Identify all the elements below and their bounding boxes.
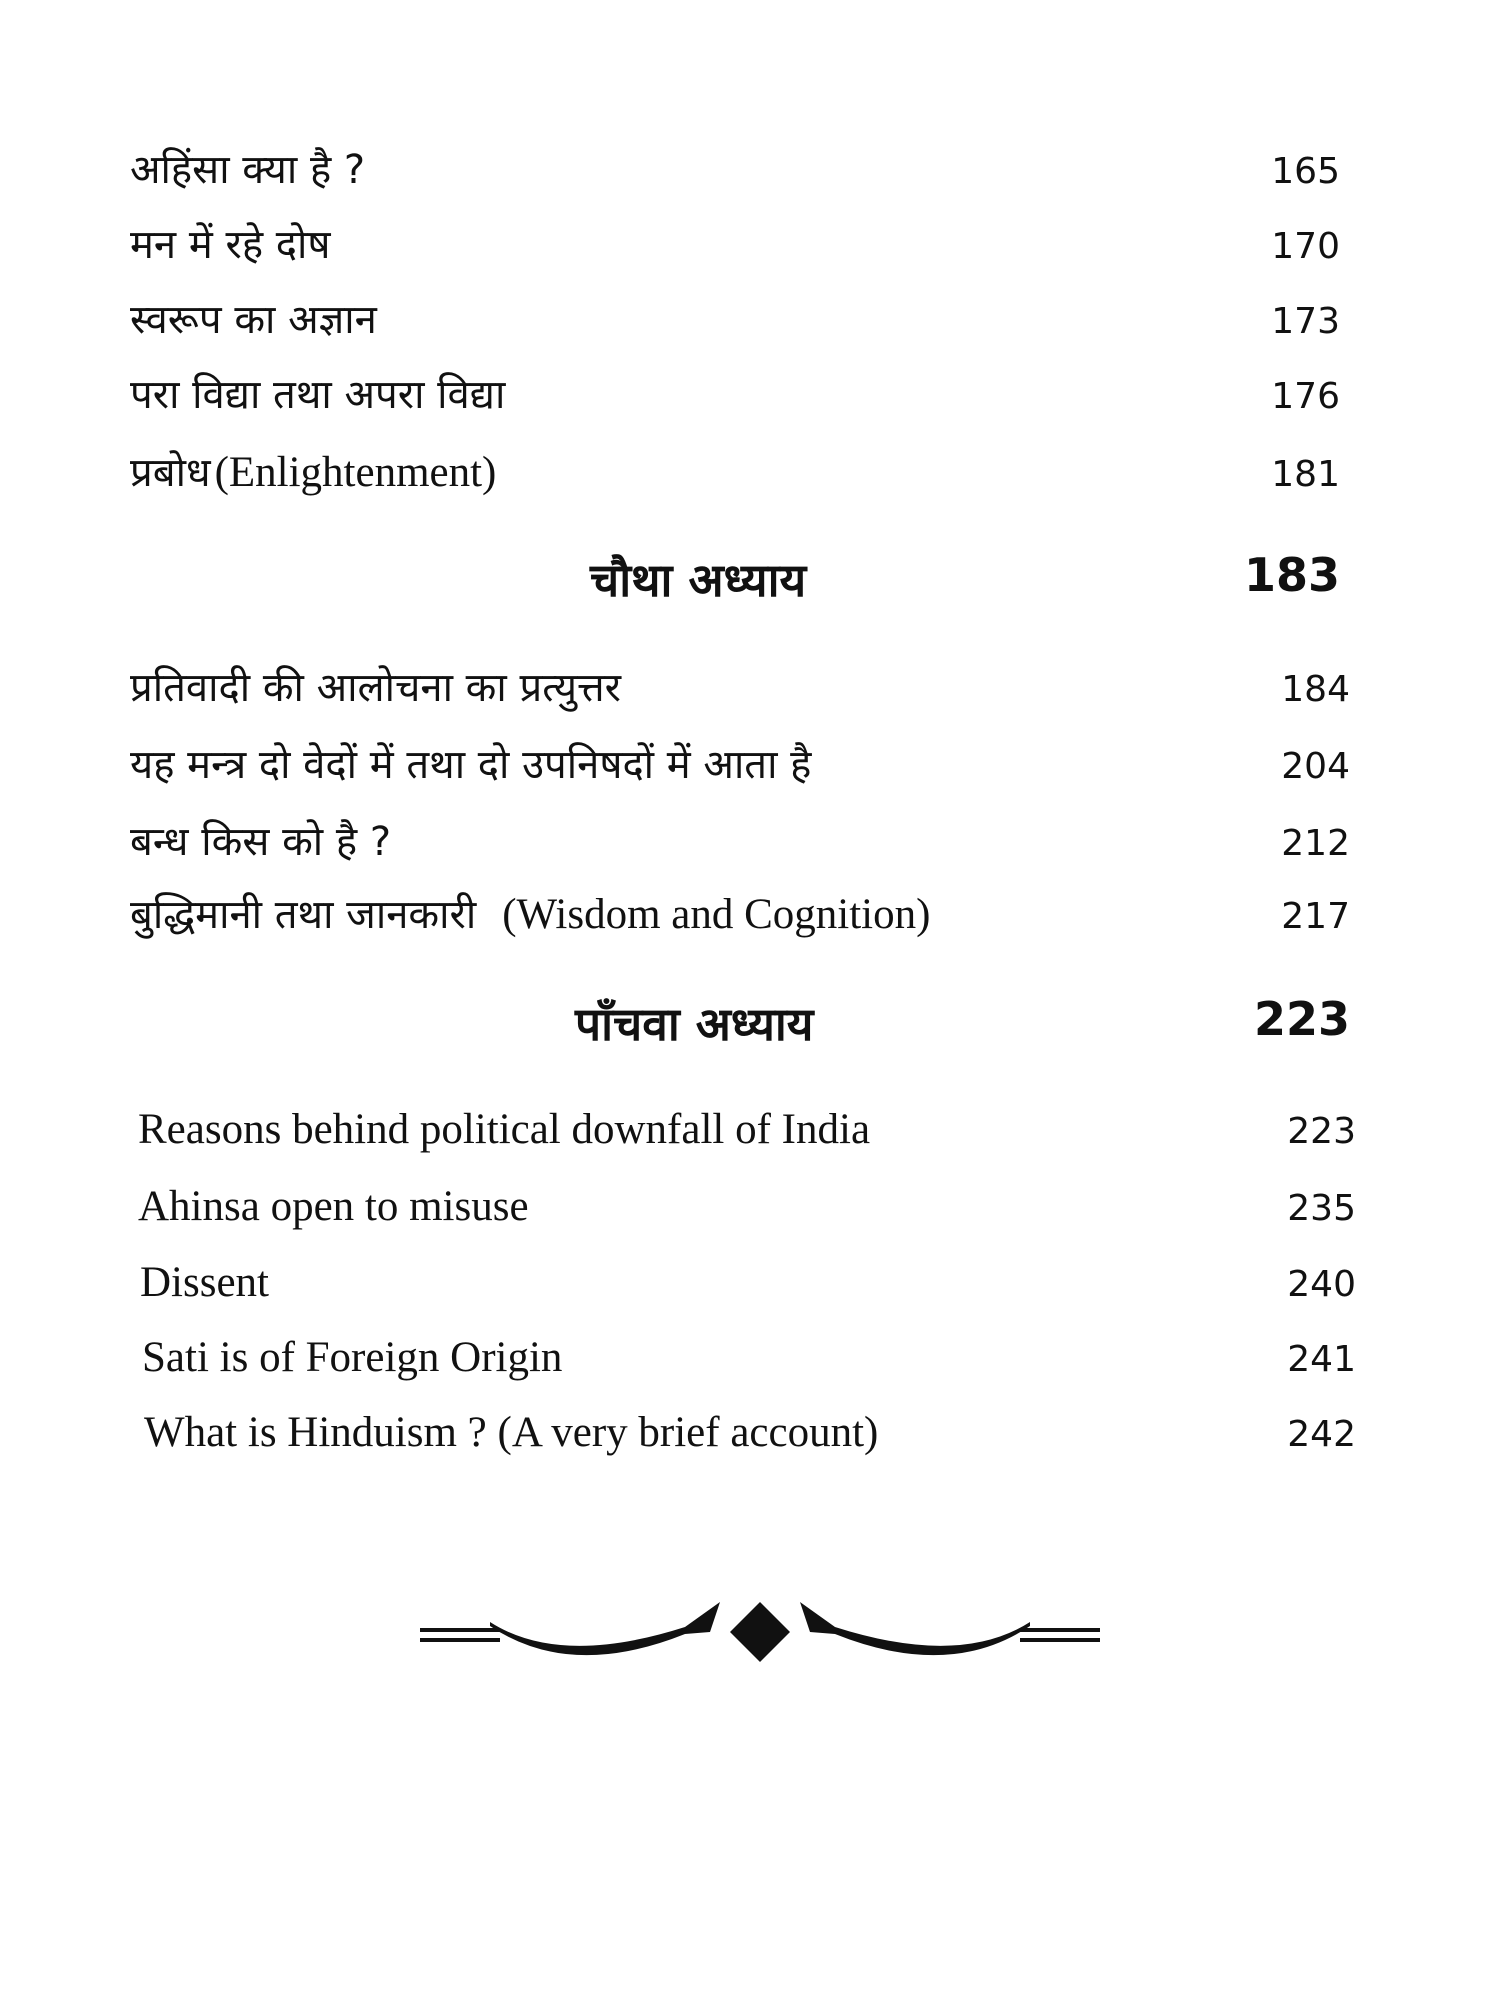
toc-entry xyxy=(130,140,1340,195)
toc-entry-page: 176 xyxy=(1271,376,1340,417)
toc-entry xyxy=(130,365,1340,420)
toc-entry-title: मन में रहे दोष xyxy=(130,222,331,268)
toc-entry xyxy=(138,1105,1356,1154)
chapter-heading: पाँचवा अध्याय xyxy=(575,997,814,1051)
toc-entry-page: 184 xyxy=(1281,669,1350,710)
toc-entry-page: 212 xyxy=(1281,823,1350,864)
toc-entry-page: 241 xyxy=(1287,1339,1356,1380)
chapter-heading: चौथा अध्याय xyxy=(590,553,807,607)
toc-entry-title xyxy=(130,443,496,498)
toc-entry xyxy=(130,735,1350,790)
toc-entry xyxy=(138,1182,1356,1231)
toc-entry-page: 173 xyxy=(1271,301,1340,342)
toc-entry-title: Reasons behind political downfall of India xyxy=(138,1106,871,1153)
toc-entry xyxy=(130,443,1340,498)
toc-entry xyxy=(130,812,1350,867)
decorative-divider-ornament-icon xyxy=(420,1592,1100,1682)
toc-entry-title: परा विद्या तथा अपरा विद्या xyxy=(130,372,506,418)
toc-entry-page: 170 xyxy=(1271,226,1340,267)
toc-entry-title: Ahinsa open to misuse xyxy=(138,1183,529,1230)
toc-entry-page: 204 xyxy=(1281,746,1350,787)
toc-entry-title: स्वरूप का अज्ञान xyxy=(130,297,377,343)
toc-entry-page: 181 xyxy=(1271,454,1340,495)
toc-entry-title: बन्ध किस को है ? xyxy=(130,819,392,865)
toc-entry-title-english: (Wisdom and Cognition) xyxy=(502,891,931,938)
toc-entry-title: What is Hinduism ? (A very brief account) xyxy=(144,1409,879,1456)
toc-entry xyxy=(144,1408,1356,1457)
toc-entry-title: Sati is of Foreign Origin xyxy=(142,1334,563,1381)
chapter-page-number: 183 xyxy=(1243,548,1340,602)
chapter-page-number: 223 xyxy=(1253,992,1350,1046)
toc-entry-title: अहिंसा क्या है ? xyxy=(130,147,366,193)
toc-entry-title-english: (Enlightenment) xyxy=(214,449,497,496)
toc-entry-title: Dissent xyxy=(140,1259,269,1306)
toc-entry-page: 217 xyxy=(1281,896,1350,937)
toc-entry-page: 165 xyxy=(1271,151,1340,192)
toc-entry xyxy=(130,885,1350,940)
toc-entry-title-hindi: प्रबोध xyxy=(130,450,211,496)
toc-entry xyxy=(130,290,1340,345)
toc-entry-title: प्रतिवादी की आलोचना का प्रत्युत्तर xyxy=(130,665,622,711)
toc-entry-page: 240 xyxy=(1287,1264,1356,1305)
toc-entry-page: 235 xyxy=(1287,1188,1356,1229)
toc-entry-page: 223 xyxy=(1287,1111,1356,1152)
toc-entry xyxy=(130,215,1340,270)
toc-entry-title xyxy=(130,885,930,940)
toc-entry-title: यह मन्त्र दो वेदों में तथा दो उपनिषदों में आता है xyxy=(130,742,812,788)
toc-entry-page: 242 xyxy=(1287,1414,1356,1455)
toc-entry-title-hindi: बुद्धिमानी तथा जानकारी xyxy=(130,892,477,938)
toc-entry xyxy=(130,658,1350,713)
toc-entry xyxy=(142,1333,1356,1382)
toc-entry xyxy=(140,1258,1356,1307)
